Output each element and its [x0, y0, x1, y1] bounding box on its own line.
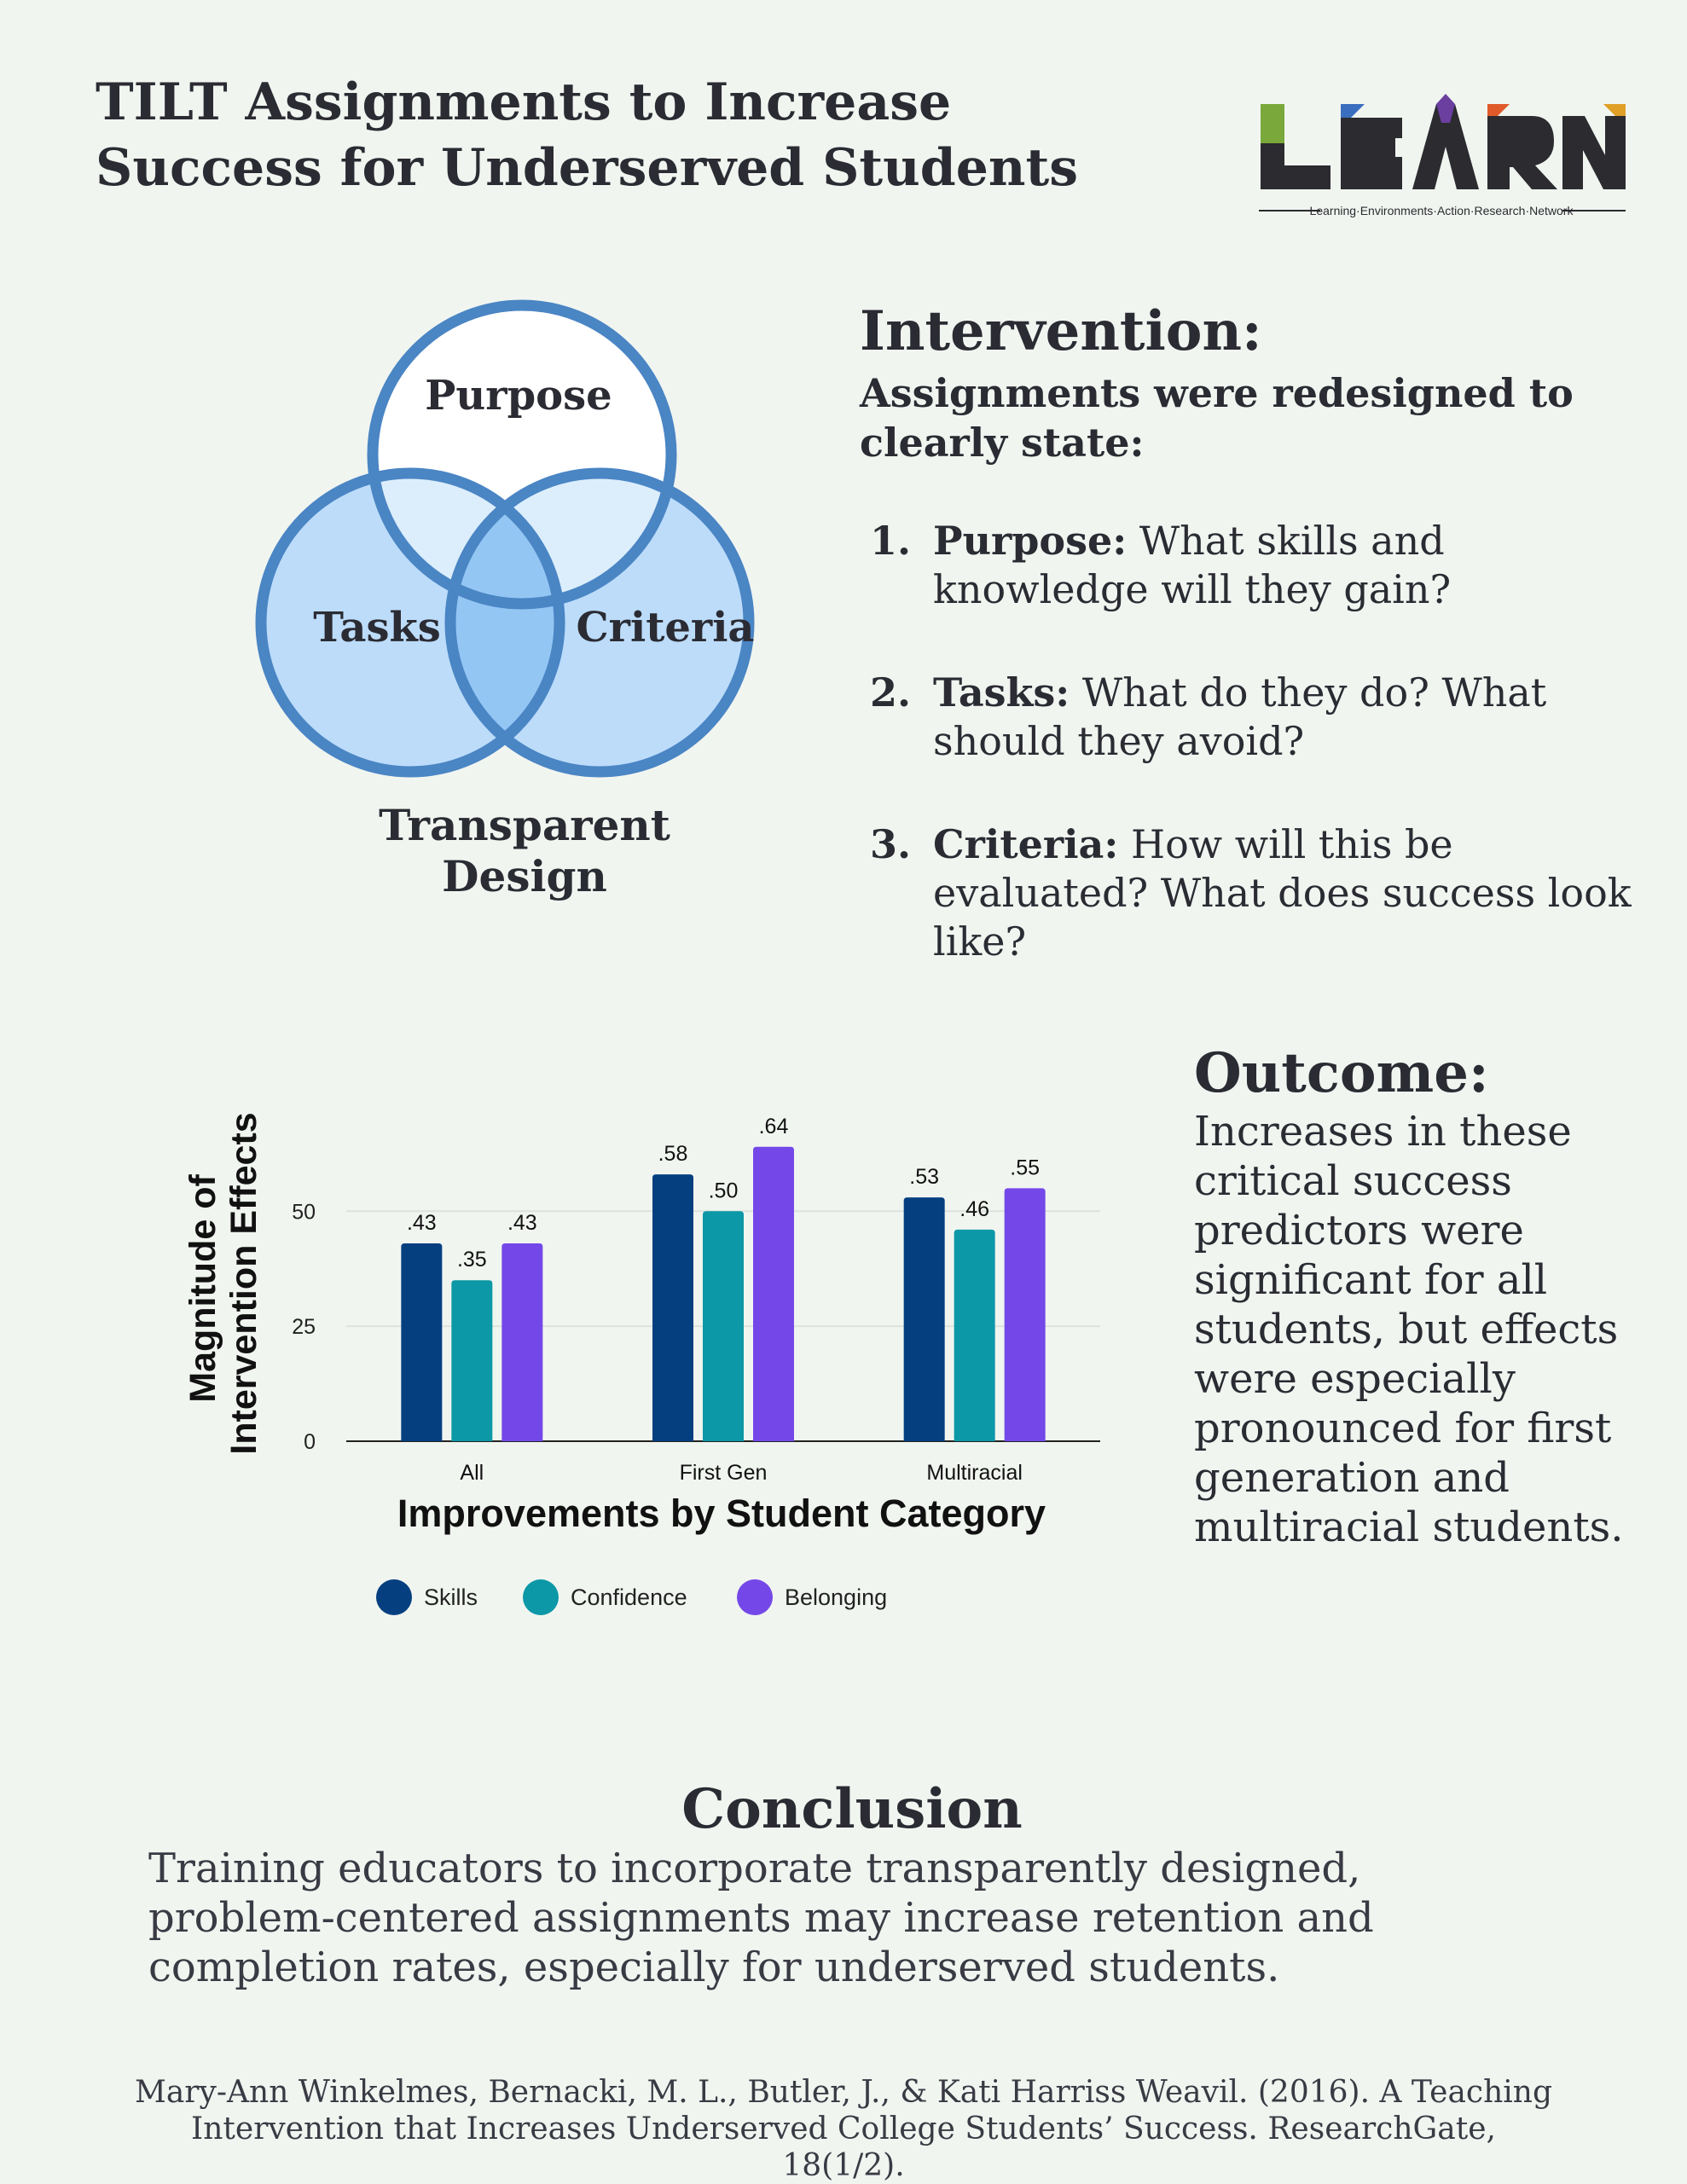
- intervention-heading: Intervention:: [860, 299, 1262, 363]
- logo-wordmark: [1261, 94, 1626, 189]
- legend-label-belonging: Belonging: [785, 1584, 888, 1610]
- outcome-section: [1194, 1040, 1655, 1552]
- venn-diagram: [247, 294, 793, 789]
- y-axis-label-line1: Magnitude of: [183, 1174, 223, 1403]
- bar-value-label: .50: [708, 1179, 739, 1203]
- legend-swatch-belonging: [737, 1579, 773, 1615]
- bar-belonging: [753, 1147, 794, 1441]
- legend-label-confidence: Confidence: [571, 1584, 687, 1610]
- y-tick-label: 0: [304, 1430, 316, 1454]
- y-tick-label: 50: [292, 1200, 316, 1225]
- venn-label-purpose: Purpose: [425, 372, 612, 420]
- x-axis-label: Improvements by Student Category: [397, 1492, 1046, 1535]
- item-number: 1.: [870, 518, 912, 564]
- venn-label-tasks: Tasks: [313, 604, 441, 652]
- citation: Mary-Ann Winkelmes, Bernacki, M. L., Butler, J., & Kati Harriss Weavil. (2016). A Teaching Intervention that Increases Underserved College Students’ Success. ResearchGate, 18(1/2).: [134, 2075, 1552, 2183]
- venn-caption-line1: Transparent: [379, 800, 670, 850]
- y-tick-label: 25: [292, 1315, 316, 1340]
- bar-confidence: [954, 1230, 995, 1441]
- x-tick-label: Multiracial: [926, 1461, 1023, 1485]
- legend-swatch-confidence: [523, 1579, 559, 1615]
- item-number: 3.: [870, 821, 912, 867]
- chart-legend: [376, 1579, 887, 1615]
- legend-label-skills: Skills: [424, 1584, 478, 1610]
- outcome-heading: Outcome:: [1194, 1041, 1489, 1105]
- bar-value-label: .55: [1010, 1156, 1041, 1180]
- item-number: 2.: [870, 669, 912, 715]
- intervention-section: [860, 298, 1661, 1021]
- bar-value-label: .58: [658, 1142, 688, 1167]
- bar-belonging: [1005, 1188, 1046, 1441]
- bar-value-label: .46: [959, 1196, 990, 1221]
- item-term: Tasks:: [933, 669, 1070, 715]
- item-term: Purpose:: [933, 518, 1128, 564]
- intervention-item-purpose: [860, 517, 1661, 614]
- bar-skills: [401, 1243, 442, 1441]
- chart-x-ticks: [460, 1461, 1022, 1485]
- x-tick-label: First Gen: [679, 1461, 768, 1485]
- item-text: What do they do? What should they avoid?: [933, 669, 1547, 764]
- bar-chart: [171, 1015, 1143, 1629]
- learn-logo: [1254, 92, 1629, 229]
- intervention-item-criteria: [860, 820, 1661, 966]
- venn-caption: [341, 800, 708, 902]
- bar-confidence: [451, 1280, 492, 1441]
- logo-tagline: Learning·Environments·Action·Research·Network: [1309, 204, 1574, 217]
- venn-caption-line2: Design: [442, 851, 607, 901]
- bar-belonging: [501, 1243, 542, 1441]
- bar-skills: [904, 1197, 945, 1441]
- outcome-text: Increases in these critical success predictors were significant for all students, but effects were especially pronounced for first generation and multiracial students.: [1194, 1108, 1624, 1551]
- intervention-item-tasks: [860, 669, 1661, 766]
- bar-confidence: [703, 1211, 744, 1441]
- bar-skills: [652, 1174, 693, 1441]
- conclusion-text: Training educators to incorporate transparently designed, problem-centered assignments may increase retention and completion rates, especially for underserved students.: [148, 1845, 1374, 1991]
- venn-label-criteria: Criteria: [576, 604, 755, 652]
- intervention-list: [860, 517, 1661, 966]
- item-text: What skills and knowledge will they gain?: [933, 518, 1452, 612]
- conclusion-section: [148, 1776, 1556, 1992]
- bar-value-label: .64: [758, 1114, 789, 1138]
- page-title: TILT Assignments to Increase Success for Underserved Students: [96, 72, 1079, 198]
- y-axis-label: [183, 1112, 264, 1454]
- intervention-intro: Assignments were redesigned to clearly state:: [860, 370, 1574, 466]
- item-term: Criteria:: [933, 821, 1119, 867]
- conclusion-heading: Conclusion: [681, 1777, 1023, 1841]
- bar-value-label: .35: [456, 1248, 487, 1272]
- bar-value-label: .43: [406, 1211, 437, 1236]
- legend-swatch-skills: [376, 1579, 412, 1615]
- item-text: How will this be evaluated? What does success look like?: [933, 821, 1632, 965]
- bar-value-label: .43: [507, 1211, 537, 1236]
- bar-value-label: .53: [909, 1165, 940, 1190]
- y-axis-label-line2: Intervention Effects: [223, 1112, 264, 1455]
- x-tick-label: All: [460, 1461, 484, 1485]
- chart-y-ticks: [292, 1200, 316, 1454]
